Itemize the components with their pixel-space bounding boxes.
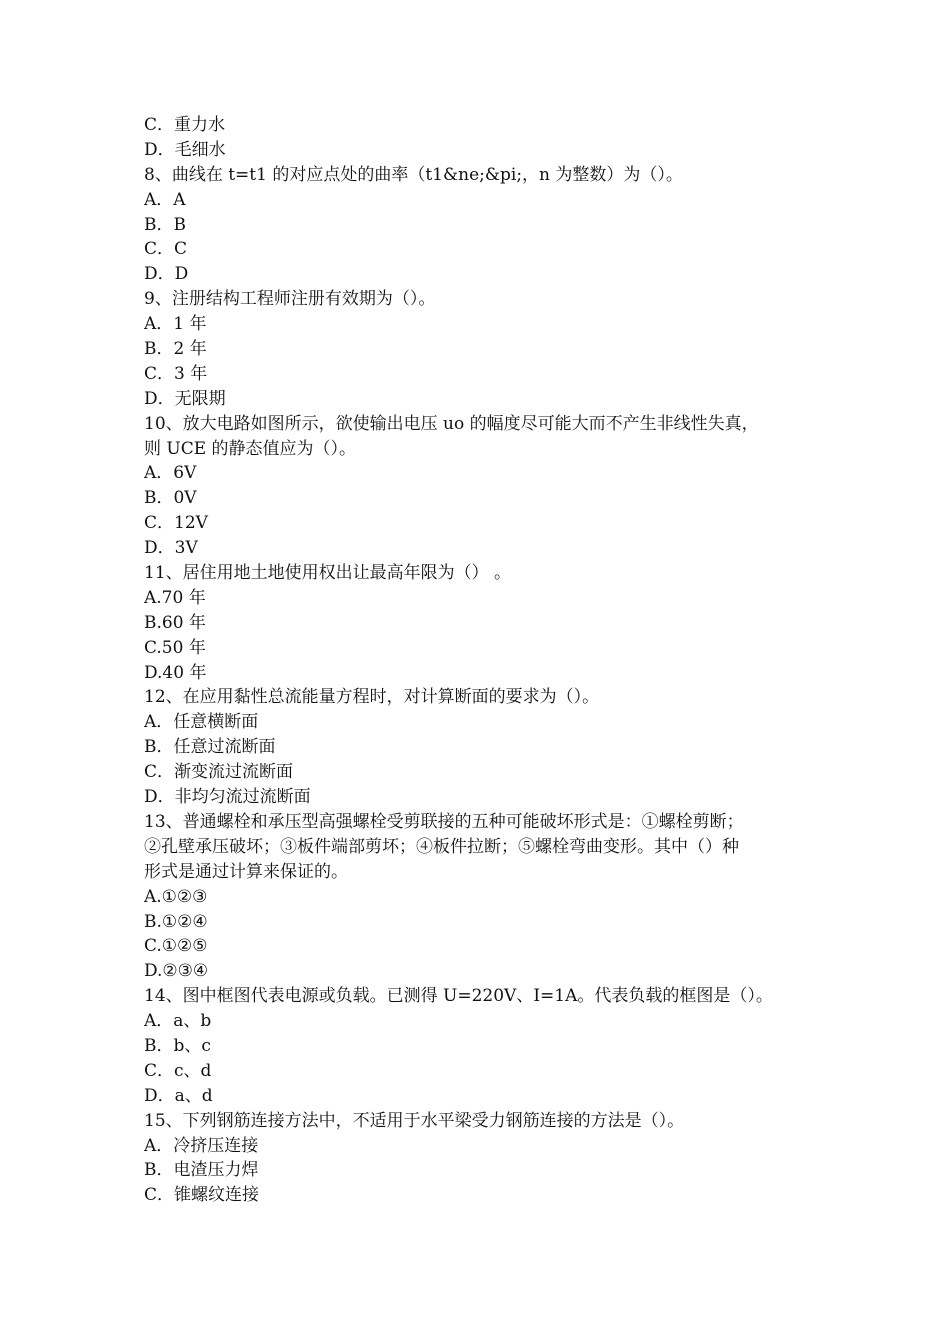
option-line: C.50 年 [144,637,206,658]
option-line: A.①②③ [144,886,208,907]
option-line: A．A [144,189,186,210]
option-line: D.40 年 [144,662,207,683]
question-line: 10、放大电路如图所示，欲使输出电压 uo 的幅度尽可能大而不产生非线性失真， [144,413,759,434]
option-line: A．6V [144,463,197,484]
option-line: A．a、b [144,1011,212,1032]
option-line: D.②③④ [144,961,209,982]
option-line: C.①②⑤ [144,936,208,957]
option-line: C．锥螺纹连接 [144,1185,260,1206]
option-line: B.①②④ [144,911,208,932]
question-line: 则 UCE 的静态值应为（）。 [144,438,357,459]
option-line: D．D [144,264,189,285]
option-line: B．B [144,214,186,235]
question-line: 形式是通过计算来保证的。 [144,861,348,882]
question-line: 12、在应用黏性总流能量方程时，对计算断面的要求为（）。 [144,687,600,708]
option-line: B．任意过流断面 [144,737,276,758]
option-line: B.60 年 [144,612,206,633]
question-line: 9、注册结构工程师注册有效期为（）。 [144,289,436,310]
option-line: C．渐变流过流断面 [144,762,294,783]
option-line: A．冷挤压连接 [144,1135,259,1156]
option-line: D．非均匀流过流断面 [144,787,311,808]
option-line: D．无限期 [144,388,226,409]
option-line: B．2 年 [144,339,207,360]
option-line: D．a、d [144,1085,213,1106]
document-body [144,113,824,1208]
option-line: C．C [144,239,188,260]
option-line: B．0V [144,488,197,509]
option-line: C．c、d [144,1060,212,1081]
text-line: D．毛细水 [144,139,226,160]
question-line: 8、曲线在 t=t1 的对应点处的曲率（t1&ne;&pi;，n 为整数）为（）。 [144,164,683,185]
option-line: B．电渣压力焊 [144,1160,259,1181]
question-line: 13、普通螺栓和承压型高强螺栓受剪联接的五种可能破坏形式是：①螺栓剪断； [144,811,744,832]
option-line: B．b、c [144,1035,211,1056]
option-line: D．3V [144,538,198,559]
option-line: A．1 年 [144,314,207,335]
question-line: 11、居住用地土地使用权出让最高年限为（） 。 [144,563,512,584]
option-line: A.70 年 [144,587,206,608]
text-line: C．重力水 [144,115,226,135]
question-line: 15、下列钢筋连接方法中，不适用于水平梁受力钢筋连接的方法是（）。 [144,1110,685,1131]
option-line: A．任意横断面 [144,712,259,733]
question-line: ②孔壁承压破坏；③板件端部剪坏；④板件拉断；⑤螺栓弯曲变形。其中（）种 [144,836,739,857]
question-line: 14、图中框图代表电源或负载。已测得 U=220V、I=1A。代表负载的框图是（）。 [144,986,773,1007]
option-line: C．12V [144,513,208,534]
option-line: C．3 年 [144,363,208,384]
